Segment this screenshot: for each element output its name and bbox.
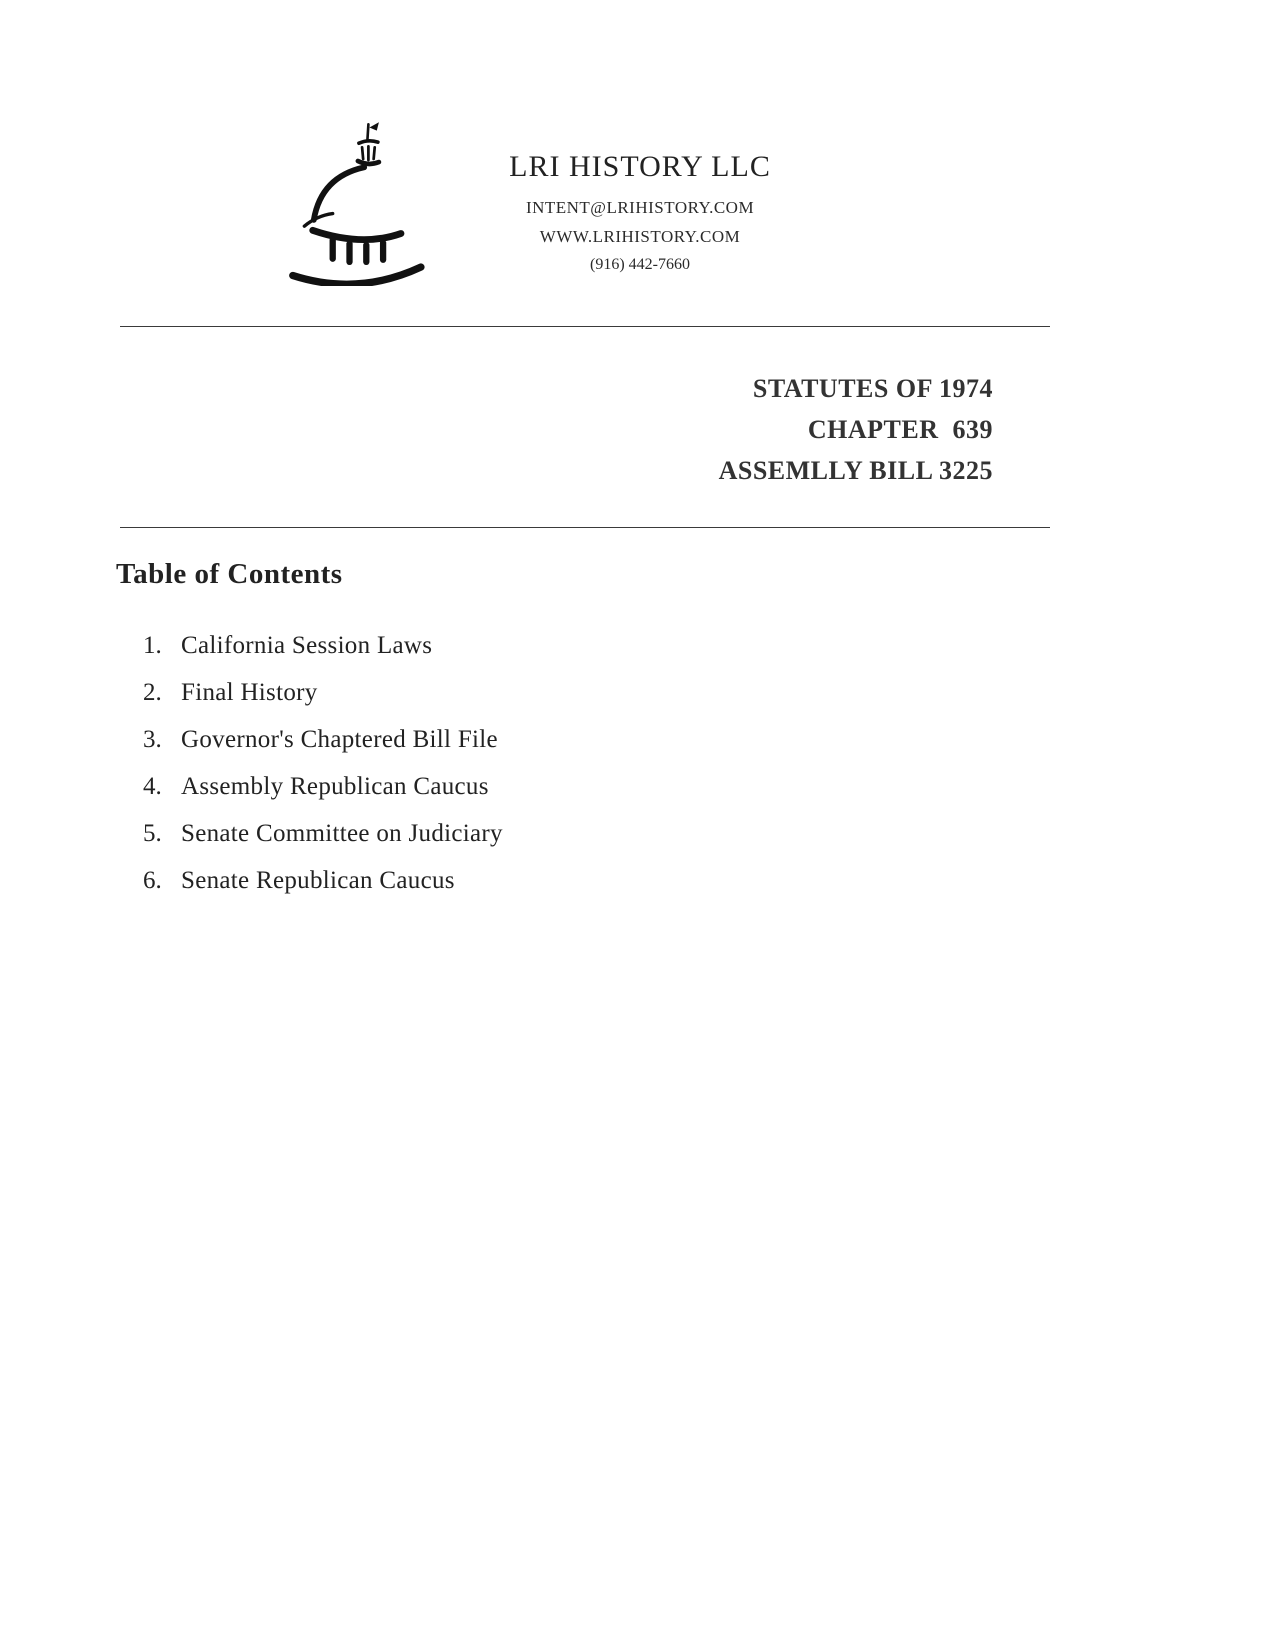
divider-bottom: [120, 527, 1050, 528]
toc-item-number: 6.: [143, 866, 162, 894]
toc-item: [143, 669, 503, 716]
company-email: INTENT@LRIHISTORY.COM: [525, 198, 755, 217]
capitol-logo-icon: [285, 118, 435, 286]
toc-item: [143, 716, 503, 763]
toc-item-number: 4.: [143, 772, 162, 800]
toc-item-label: Senate Republican Caucus: [181, 866, 455, 894]
toc-item-label: Governor's Chaptered Bill File: [181, 725, 498, 753]
toc-item: [143, 763, 503, 810]
toc-item-number: 1.: [143, 631, 162, 659]
toc-list: [143, 622, 503, 904]
toc-item: [143, 810, 503, 857]
letterhead-text: [475, 118, 805, 274]
letterhead: [285, 118, 805, 286]
company-website: WWW.LRIHISTORY.COM: [539, 227, 741, 246]
toc-item-label: Senate Committee on Judiciary: [181, 819, 503, 847]
statute-line-chapter: CHAPTER 639: [807, 415, 993, 444]
toc-item-number: 3.: [143, 725, 162, 753]
company-phone: (916) 442-7660: [590, 256, 690, 273]
toc-item-label: California Session Laws: [181, 631, 433, 659]
toc-item-label: Assembly Republican Caucus: [181, 772, 489, 800]
company-name: LRI HISTORY LLC: [509, 150, 771, 183]
toc-item-label: Final History: [181, 678, 318, 706]
toc-item: [143, 622, 503, 669]
divider-top: [120, 326, 1050, 327]
statute-heading-block: [719, 368, 993, 491]
statute-line-bill: ASSEMLLY BILL 3225: [718, 456, 993, 485]
toc-item: [143, 857, 503, 904]
logo-flag: [369, 122, 378, 130]
toc-item-number: 2.: [143, 678, 162, 706]
statute-line-year: STATUTES OF 1974: [752, 374, 993, 403]
toc-item-number: 5.: [143, 819, 162, 847]
toc-title: Table of Contents: [116, 558, 343, 590]
